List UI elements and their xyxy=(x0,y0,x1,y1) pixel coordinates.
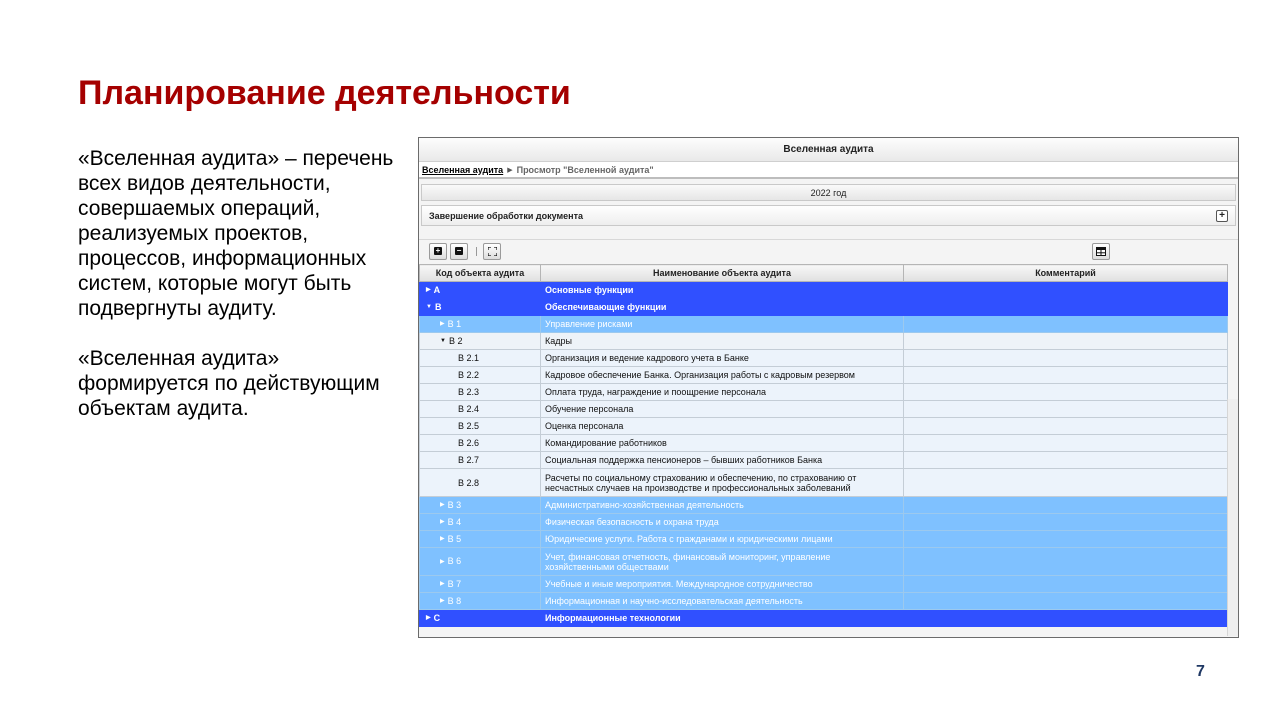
row-code: B 2.3 xyxy=(420,384,541,401)
audit-objects-table xyxy=(419,264,1228,627)
window-title: Вселенная аудита xyxy=(419,138,1238,162)
row-code: B 7 xyxy=(447,578,462,589)
audit-universe-window xyxy=(418,137,1239,638)
row-comment[interactable] xyxy=(904,469,1228,497)
row-name: Административно-хозяйственная деятельность xyxy=(541,497,904,514)
row-comment[interactable] xyxy=(904,384,1228,401)
description-text xyxy=(78,146,408,446)
row-code: B 8 xyxy=(447,595,462,606)
row-name: Обеспечивающие функции xyxy=(541,299,904,316)
fullscreen-button[interactable] xyxy=(483,243,501,260)
expand-arrow-icon[interactable]: ▶ xyxy=(440,519,445,526)
table-row[interactable] xyxy=(420,367,1228,384)
row-comment xyxy=(904,299,1228,316)
column-header-name[interactable]: Наименование объекта аудита xyxy=(541,265,904,282)
row-name: Кадровое обеспечение Банка. Организация работы с кадровым резервом xyxy=(541,367,904,384)
table-row[interactable] xyxy=(420,576,1228,593)
row-code: B 2.6 xyxy=(420,435,541,452)
expand-arrow-icon[interactable]: ▶ xyxy=(440,581,445,588)
table-row[interactable] xyxy=(420,593,1228,610)
row-comment xyxy=(904,576,1228,593)
row-name: Командирование работников xyxy=(541,435,904,452)
row-code: C xyxy=(433,612,441,623)
vertical-scrollbar[interactable] xyxy=(1227,399,1238,636)
table-row[interactable] xyxy=(420,384,1228,401)
minus-square-icon: − xyxy=(456,246,462,255)
expand-all-button[interactable] xyxy=(429,243,447,260)
row-comment[interactable] xyxy=(904,418,1228,435)
table-row[interactable] xyxy=(420,469,1228,497)
collapse-arrow-icon[interactable]: ▼ xyxy=(440,338,446,345)
expand-arrow-icon[interactable]: ▶ xyxy=(426,615,431,622)
row-name: Оплата труда, награждение и поощрение персонала xyxy=(541,384,904,401)
row-name: Обучение персонала xyxy=(541,401,904,418)
row-code: B 2.4 xyxy=(420,401,541,418)
row-name: Физическая безопасность и охрана труда xyxy=(541,514,904,531)
row-name: Информационная и научно-исследовательская деятельность xyxy=(541,593,904,610)
row-code: B 5 xyxy=(447,533,462,544)
expand-panel-icon[interactable]: + xyxy=(1216,210,1228,222)
row-comment[interactable] xyxy=(904,435,1228,452)
row-name: Основные функции xyxy=(541,282,904,299)
row-name: Информационные технологии xyxy=(541,610,904,627)
breadcrumb-arrow-icon: ▶ xyxy=(507,166,513,174)
table-settings-button[interactable] xyxy=(1092,243,1110,260)
row-code: B 2 xyxy=(448,335,463,346)
row-code: B 2.1 xyxy=(420,350,541,367)
year-label: 2022 год xyxy=(810,187,847,198)
toolbar-divider xyxy=(476,247,477,256)
process-panel-label: Завершение обработки документа xyxy=(429,210,583,221)
row-name: Управление рисками xyxy=(541,316,904,333)
table-row[interactable] xyxy=(420,610,1228,627)
expand-arrow-icon[interactable]: ▶ xyxy=(440,558,445,565)
plus-square-icon: + xyxy=(435,246,441,255)
row-comment xyxy=(904,593,1228,610)
year-bar xyxy=(421,184,1236,201)
column-header-comment[interactable]: Комментарий xyxy=(904,265,1228,282)
row-name: Учебные и иные мероприятия. Международное сотрудничество xyxy=(541,576,904,593)
expand-arrow-icon[interactable]: ▶ xyxy=(426,287,431,294)
table-row[interactable] xyxy=(420,299,1228,316)
table-row[interactable] xyxy=(420,350,1228,367)
table-header-row xyxy=(420,265,1228,282)
row-comment xyxy=(904,610,1228,627)
table-row[interactable] xyxy=(420,401,1228,418)
collapse-arrow-icon[interactable]: ▼ xyxy=(426,304,432,311)
row-name: Учет, финансовая отчетность, финансовый мониторинг, управление хозяйственными обществами xyxy=(541,548,904,576)
row-comment xyxy=(904,333,1228,350)
row-code: B 2.8 xyxy=(420,469,541,497)
row-code: B 2.7 xyxy=(420,452,541,469)
breadcrumb xyxy=(419,162,1238,179)
breadcrumb-root-link[interactable]: Вселенная аудита xyxy=(422,164,504,175)
row-comment[interactable] xyxy=(904,350,1228,367)
row-code: B 3 xyxy=(447,499,462,510)
table-row[interactable] xyxy=(420,497,1228,514)
expand-arrow-icon[interactable]: ▶ xyxy=(440,536,445,543)
row-code: B 6 xyxy=(447,556,462,567)
row-comment xyxy=(904,548,1228,576)
table-row[interactable] xyxy=(420,316,1228,333)
row-name: Организация и ведение кадрового учета в Банке xyxy=(541,350,904,367)
expand-arrow-icon[interactable]: ▶ xyxy=(440,502,445,509)
row-comment[interactable] xyxy=(904,367,1228,384)
row-name: Расчеты по социальному страхованию и обеспечению, по страхованию от несчастных случаев на производстве и профессиональных заболеваний xyxy=(541,469,904,497)
slide-title: Планирование деятельности xyxy=(78,74,571,112)
description-paragraph-1: «Вселенная аудита» – перечень всех видов деятельности, совершаемых операций, реализуемых проектов, процессов, информационных систем, которые могут быть подвергнуты аудиту. xyxy=(78,147,394,320)
table-row[interactable] xyxy=(420,282,1228,299)
row-comment xyxy=(904,497,1228,514)
breadcrumb-current: Просмотр "Вселенной аудита" xyxy=(516,164,654,175)
expand-arrow-icon[interactable]: ▶ xyxy=(440,321,445,328)
row-name: Социальная поддержка пенсионеров – бывших работников Банка xyxy=(541,452,904,469)
description-paragraph-2: «Вселенная аудита» формируется по действующим объектам аудита. xyxy=(78,347,380,420)
row-code: B xyxy=(434,301,442,312)
row-comment[interactable] xyxy=(904,452,1228,469)
row-comment[interactable] xyxy=(904,401,1228,418)
table-row[interactable] xyxy=(420,435,1228,452)
table-toolbar xyxy=(419,239,1238,262)
row-name: Юридические услуги. Работа с гражданами и юридическими лицами xyxy=(541,531,904,548)
row-comment xyxy=(904,531,1228,548)
table-row[interactable] xyxy=(420,514,1228,531)
fullscreen-icon xyxy=(488,247,497,256)
row-code: B 4 xyxy=(447,516,462,527)
row-comment xyxy=(904,514,1228,531)
table-row[interactable] xyxy=(420,548,1228,576)
process-panel-header[interactable] xyxy=(421,205,1236,226)
row-code: B 2.2 xyxy=(420,367,541,384)
expand-arrow-icon[interactable]: ▶ xyxy=(440,598,445,605)
row-comment xyxy=(904,282,1228,299)
table-grid-icon xyxy=(1096,247,1106,256)
row-name: Кадры xyxy=(541,333,904,350)
table-row[interactable] xyxy=(420,452,1228,469)
table-row[interactable] xyxy=(420,531,1228,548)
row-comment xyxy=(904,316,1228,333)
table-row[interactable] xyxy=(420,418,1228,435)
table-row[interactable] xyxy=(420,333,1228,350)
row-code: B 1 xyxy=(447,318,462,329)
audit-objects-table-wrap xyxy=(419,264,1238,627)
row-code: A xyxy=(433,284,441,295)
page-number: 7 xyxy=(1196,663,1205,680)
row-name: Оценка персонала xyxy=(541,418,904,435)
row-code: B 2.5 xyxy=(420,418,541,435)
column-header-code[interactable]: Код объекта аудита xyxy=(420,265,541,282)
collapse-all-button[interactable] xyxy=(450,243,468,260)
